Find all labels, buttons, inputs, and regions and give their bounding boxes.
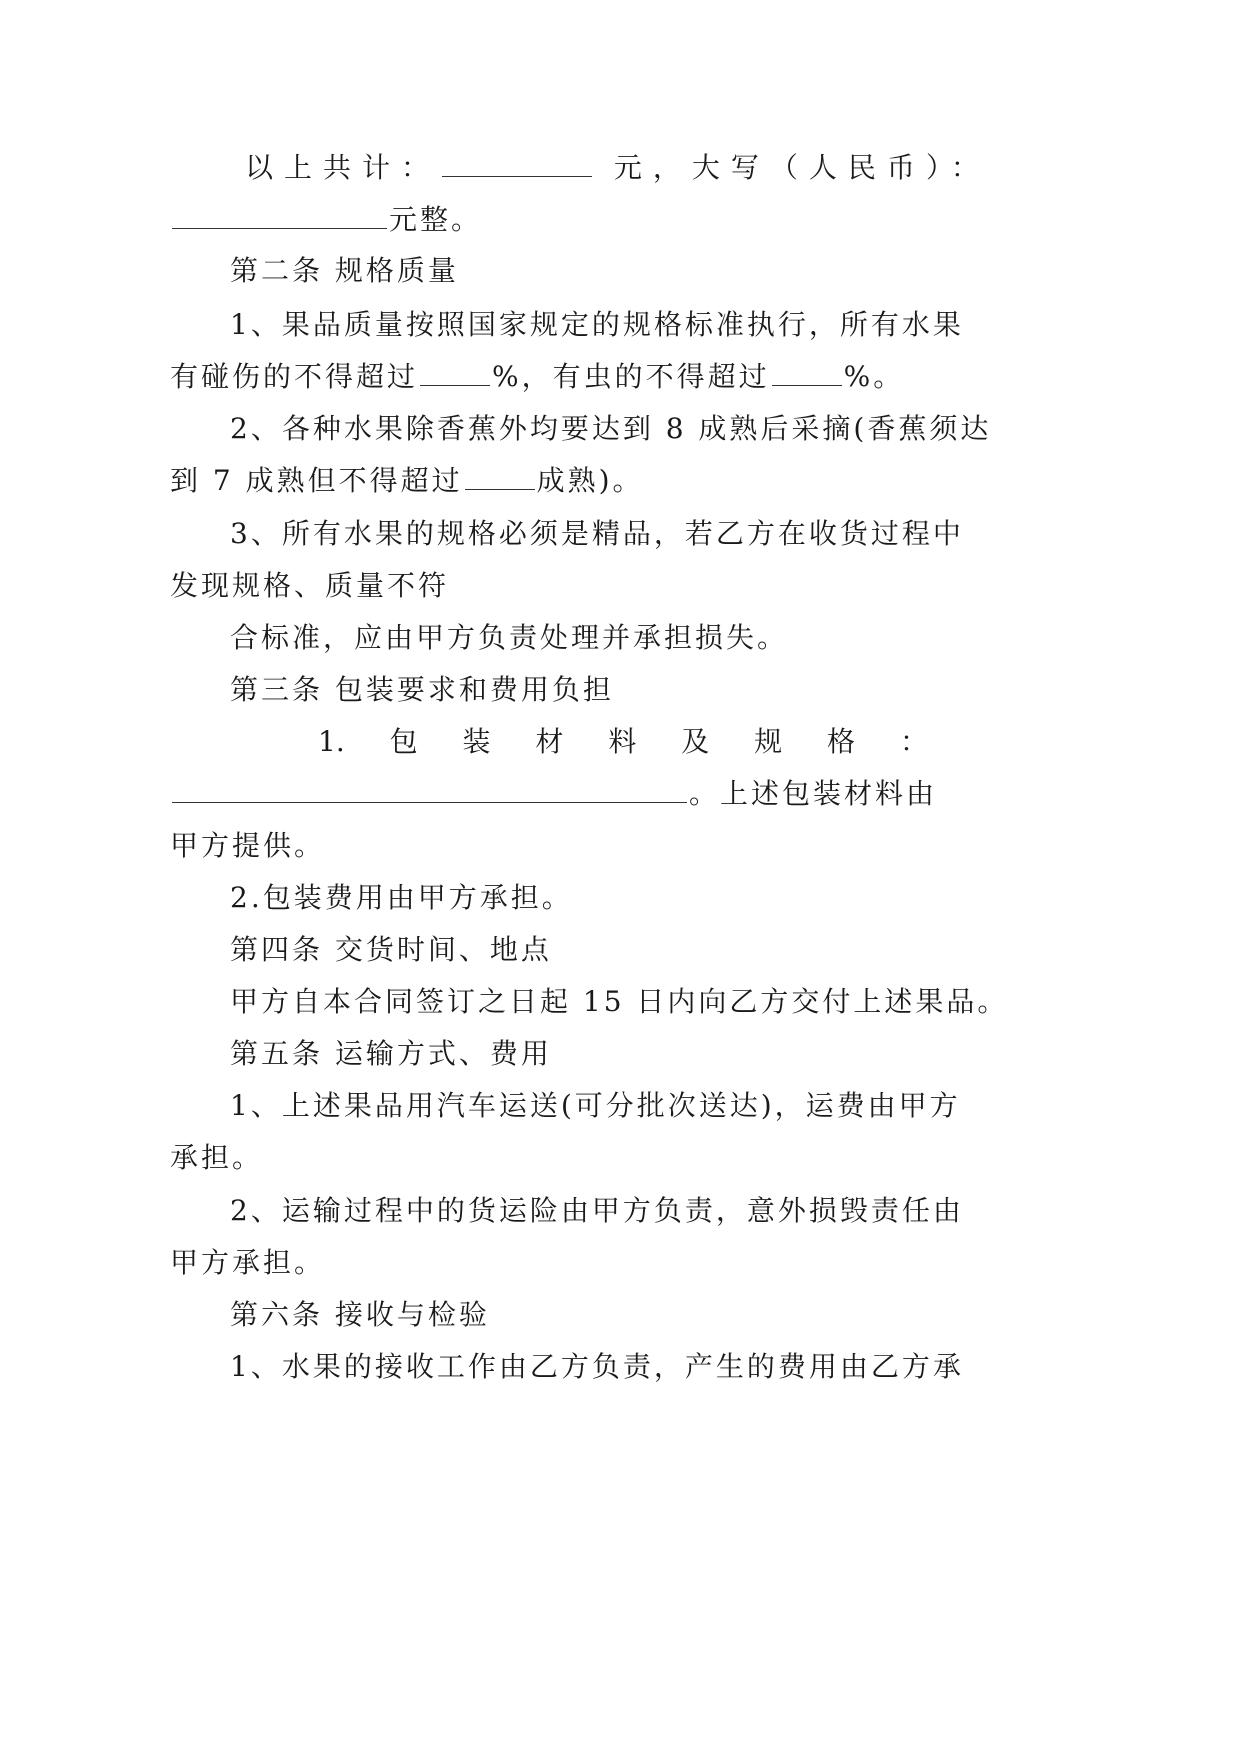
clause-4-1: 甲方自本合同签订之日起 15 日内向乙方交付上述果品。	[230, 985, 1009, 1018]
clause-2-1-line-2	[170, 357, 904, 397]
clause-2-1-text-b: %，有虫的不得超过	[492, 360, 770, 393]
clause-2-3-line-1: 3、所有水果的规格必须是精品，若乙方在收货过程中	[230, 517, 964, 550]
clause-3-1-line-2	[170, 774, 937, 814]
clause-3-1-char: ：	[899, 725, 928, 758]
clause-2-1-text-c: %。	[843, 360, 905, 393]
clause-2-2-text-a: 到 7 成熟但不得超过	[170, 464, 463, 497]
packaging-spec-blank	[172, 776, 687, 803]
clause-5-1-line-1: 1、上述果品用汽车运送(可分批次送达)，运费由甲方	[230, 1089, 961, 1122]
clause-3-1-text-b: 。上述包装材料由	[689, 777, 938, 810]
article-5-title: 第五条 运输方式、费用	[230, 1037, 552, 1070]
article-6-title: 第六条 接收与检验	[230, 1298, 490, 1331]
clause-5-1-line-2: 承担。	[170, 1141, 264, 1174]
ripeness-blank	[465, 463, 535, 490]
clause-2-3-line-3: 合标准，应由甲方负责处理并承担损失。	[230, 621, 789, 654]
clause-5-2-line-1: 2、运输过程中的货运险由甲方负责，意外损毁责任由	[230, 1194, 964, 1227]
clause-2-3-line-2: 发现规格、质量不符	[170, 569, 450, 602]
clause-3-1-char: 装	[462, 725, 491, 758]
insect-percent-blank	[772, 359, 842, 386]
clause-2-1-line-1: 1、果品质量按照国家规定的规格标准执行，所有水果	[230, 308, 964, 341]
clause-3-1-char: 规	[754, 725, 783, 758]
total-capital-label: 元，大写（人民币）：	[613, 151, 990, 184]
clause-2-2-line-1: 2、各种水果除香蕉外均要达到 8 成熟后采摘(香蕉须达	[230, 412, 992, 445]
total-label: 以上共计：	[245, 151, 441, 184]
total-suffix: 元整。	[389, 203, 483, 236]
clause-3-1-char: 及	[681, 725, 710, 758]
article-2-title: 第二条 规格质量	[230, 254, 459, 287]
clause-5-2-line-2: 甲方承担。	[170, 1246, 326, 1279]
article-4-title: 第四条 交货时间、地点	[230, 933, 552, 966]
total-capital-line	[170, 200, 482, 240]
clause-3-1-char: 包	[389, 725, 418, 758]
clause-3-1-line-1	[318, 722, 928, 762]
clause-3-1-char: 料	[608, 725, 637, 758]
article-3-title: 第三条 包装要求和费用负担	[230, 673, 614, 706]
clause-2-1-text-a: 有碰伤的不得超过	[170, 360, 419, 393]
total-line	[245, 148, 990, 188]
total-capital-blank	[172, 202, 387, 229]
bruise-percent-blank	[420, 359, 490, 386]
clause-3-1-char: 材	[535, 725, 564, 758]
clause-2-2-text-b: 成熟)。	[536, 464, 644, 497]
clause-6-1-line-1: 1、水果的接收工作由乙方负责，产生的费用由乙方承	[230, 1350, 964, 1383]
clause-2-2-line-2	[170, 461, 644, 501]
total-amount-blank	[442, 150, 592, 177]
clause-3-2: 2.包装费用由甲方承担。	[230, 881, 573, 914]
clause-3-1-char: 格	[827, 725, 856, 758]
clause-3-1-line-3: 甲方提供。	[170, 829, 326, 862]
clause-3-1-char: 1.	[318, 725, 345, 758]
